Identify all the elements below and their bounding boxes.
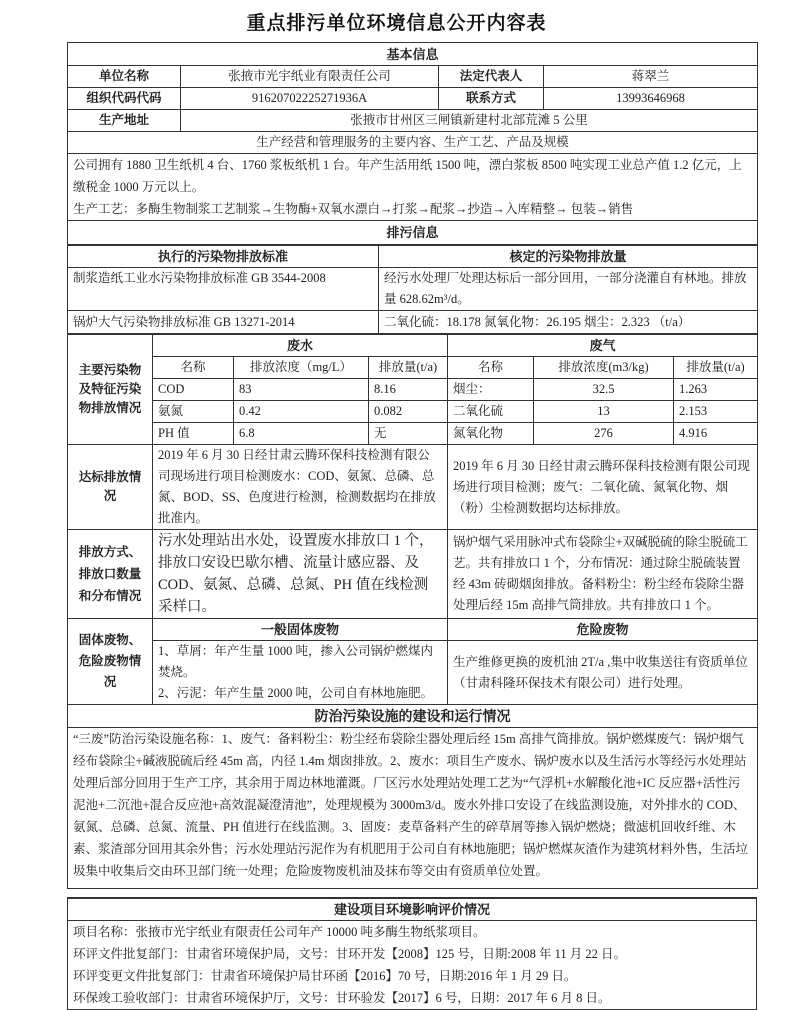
water-name: PH 值 bbox=[153, 423, 234, 445]
eia-header: 建设项目环境影响评价情况 bbox=[68, 898, 757, 921]
eia-project-name: 项目名称：张掖市光宇纸业有限责任公司年产 10000 吨多酶生物纸浆项目。 bbox=[73, 925, 486, 939]
legal-rep-label: 法定代表人 bbox=[439, 66, 544, 88]
info-disclosure-table bbox=[67, 42, 757, 1010]
water-header: 废水 bbox=[153, 335, 448, 357]
water-amount: 0.082 bbox=[369, 401, 448, 423]
address-value: 张掖市甘州区三闸镇新建村北部荒滩 5 公里 bbox=[181, 110, 758, 132]
facilities-text: “三废”防治污染设施名称：1、废气：备料粉尘：粉尘经布袋除尘器处理后经 15m 高排气筒排放。锅炉燃煤废气：锅炉烟气经布袋除尘+碱液脱硫后经 45m 高，内径 1.4m 烟囱排放。2、废水：项目生产废水、锅炉废水以及生活污水等经污水处理站处理后部分回用于生产工序，其余用于周边林地灌溉。厂区污水处理站处理工艺为“气浮机+水解酸化池+IC 反应器+活性污泥池+二沉池+混合反应池+高效混凝澄清池”，处理规模为 3000m3/d。废水外排口安设了在线监测设施，对外排水的 COD、氨氮、总磷、总氮、流量、PH 值进行在线监测。3、固废：麦草备料产生的碎草屑等掺入锅炉燃烧；微滤机回收纤维、木素、浆渣部分回用其余外售；污水处理站污泥作为有机肥用于公司自有林地施肥；锅炉燃煤灰渣作为建筑材料外售，生活垃圾集中收集后交由环卫部门统一处理；危险废物废机油及抹布等交由有资质单位处置。 bbox=[68, 728, 758, 889]
approved-water: 经污水处理厂处理达标后一部分回用，一部分浇灌自有林地。排放量 628.62m³/d。 bbox=[379, 268, 758, 311]
standards-table bbox=[67, 245, 758, 334]
eia-table bbox=[67, 897, 757, 1010]
contact-value: 13993646968 bbox=[544, 88, 758, 110]
gas-name: 氮氧化物 bbox=[448, 423, 534, 445]
water-col-conc: 排放浓度（mg/L） bbox=[234, 357, 369, 379]
standard-gas: 锅炉大气污染物排放标准 GB 13271-2014 bbox=[68, 311, 379, 334]
basic-info-header: 基本信息 bbox=[68, 43, 758, 66]
outlet-water: 污水处理站出水处，设置废水排放口 1 个，排放口安设巴歇尔槽、流量计感应器、及 COD、氨氮、总磷、总氮、PH 值在线检测采样口。 bbox=[153, 530, 448, 619]
approved-header: 核定的污染物排放量 bbox=[379, 246, 758, 268]
gas-amount: 2.153 bbox=[674, 401, 758, 423]
basic-info-table bbox=[67, 42, 758, 245]
water-col-amount: 排放量(t/a) bbox=[369, 357, 448, 379]
table-row bbox=[68, 379, 758, 401]
general-waste-line: 1、草屑：年产生量 1000 吨，掺入公司锅炉燃煤内焚烧。 bbox=[158, 644, 434, 679]
gas-amount: 4.916 bbox=[674, 423, 758, 445]
eia-approval: 环评文件批复部门：甘肃省环境保护局，文号：甘环开发【2008】125 号，日期:2008 年 11 月 22 日。 bbox=[73, 947, 627, 961]
gas-name: 烟尘： bbox=[448, 379, 534, 401]
gas-name: 二氧化硫 bbox=[448, 401, 534, 423]
gas-amount: 1.263 bbox=[674, 379, 758, 401]
gas-col-name: 名称 bbox=[448, 357, 534, 379]
table-row bbox=[68, 401, 758, 423]
contact-label: 联系方式 bbox=[439, 88, 544, 110]
discharge-header: 排污信息 bbox=[68, 221, 758, 245]
standard-water: 制浆造纸工业水污染物排放标准 GB 3544-2008 bbox=[68, 268, 379, 311]
gas-conc: 276 bbox=[534, 423, 674, 445]
general-waste-text bbox=[153, 641, 448, 705]
compliance-water: 2019 年 6 月 30 日经甘肃云腾环保科技检测有限公司现场进行项目检测废水：COD、氨氮、总磷、总氮、BOD、SS、色度进行检测，检测数据均在排放批准内。 bbox=[153, 445, 448, 530]
facilities-header: 防治污染设施的建设和运行情况 bbox=[68, 705, 758, 728]
hazard-waste-text: 生产维修更换的废机油 2T/a ,集中收集送往有资质单位（甘肃科隆环保技术有限公司）进行处理。 bbox=[448, 641, 758, 705]
gas-conc: 32.5 bbox=[534, 379, 674, 401]
compliance-label: 达标排放情况 bbox=[68, 445, 153, 530]
process-text: 生产工艺：多酶生物制浆工艺制浆→生物酶+双氧水漂白→打浆→配浆→抄造→入库精整→ 包装→销售 bbox=[73, 202, 634, 216]
table-row bbox=[68, 423, 758, 445]
outlet-label: 排放方式、排放口数量和分布情况 bbox=[68, 530, 153, 619]
solid-waste-label: 固体废物、危险废物情况 bbox=[68, 619, 153, 705]
business-description bbox=[68, 154, 758, 221]
gas-conc: 13 bbox=[534, 401, 674, 423]
eia-acceptance: 环保竣工验收部门：甘肃省环境保护厅，文号：甘环验发【2017】6 号，日期：2017 年 6 月 8 日。 bbox=[73, 991, 611, 1005]
legal-rep-value: 蒋翠兰 bbox=[544, 66, 758, 88]
water-conc: 83 bbox=[234, 379, 369, 401]
address-label: 生产地址 bbox=[68, 110, 181, 132]
org-code-value: 91620702225271936A bbox=[181, 88, 439, 110]
water-conc: 6.8 bbox=[234, 423, 369, 445]
org-code-label: 组织代码代码 bbox=[68, 88, 181, 110]
compliance-gas: 2019 年 6 月 30 日经甘肃云腾环保科技检测有限公司现场进行项目检测；废气：二氧化硫、氮氧化物、烟（粉）尘检测数据均达标排放。 bbox=[448, 445, 758, 530]
business-text: 公司拥有 1880 卫生纸机 4 台、1760 浆板纸机 1 台。年产生活用纸 1500 吨，漂白浆板 8500 吨实现工业总产值 1.2 亿元，上缴税金 1000 万元以上。 bbox=[73, 158, 742, 194]
water-name: 氨氮 bbox=[153, 401, 234, 423]
water-col-name: 名称 bbox=[153, 357, 234, 379]
general-waste-line: 2、污泥：年产生量 2000 吨，公司自有林地施肥。 bbox=[158, 686, 434, 700]
gas-col-amount: 排放量(t/a) bbox=[674, 357, 758, 379]
general-waste-header: 一般固体废物 bbox=[153, 619, 448, 641]
standard-header: 执行的污染物排放标准 bbox=[68, 246, 379, 268]
unit-name-value: 张掖市光宇纸业有限责任公司 bbox=[181, 66, 439, 88]
gas-col-conc: 排放浓度(m3/kg) bbox=[534, 357, 674, 379]
water-amount: 8.16 bbox=[369, 379, 448, 401]
water-amount: 无 bbox=[369, 423, 448, 445]
business-header: 生产经营和管理服务的主要内容、生产工艺、产品及规模 bbox=[68, 132, 758, 154]
unit-name-label: 单位名称 bbox=[68, 66, 181, 88]
approved-gas: 二氧化硫：18.178 氮氧化物：26.195 烟尘：2.323 （t/a） bbox=[379, 311, 758, 334]
outlet-gas: 锅炉烟气采用脉冲式布袋除尘+双碱脱硫的除尘脱硫工艺。共有排放口 1 个，分布情况：通过除尘脱硫装置经 43m 砖砌烟囱排放。备料粉尘：粉尘经布袋除尘器处理后经 15m 高排气筒排放。共有排放口 1 个。 bbox=[448, 530, 758, 619]
water-conc: 0.42 bbox=[234, 401, 369, 423]
eia-change-approval: 环评变更文件批复部门：甘肃省环境保护局甘环函【2016】70 号，日期:2016 年 1 月 29 日。 bbox=[73, 969, 577, 983]
eia-content bbox=[68, 921, 757, 1010]
main-pollutants-label: 主要污染物及特征污染物排放情况 bbox=[68, 335, 153, 445]
pollutants-table bbox=[67, 334, 758, 889]
page-title: 重点排污单位环境信息公开内容表 bbox=[246, 12, 547, 34]
water-name: COD bbox=[153, 379, 234, 401]
hazard-waste-header: 危险废物 bbox=[448, 619, 758, 641]
gas-header: 废气 bbox=[448, 335, 758, 357]
